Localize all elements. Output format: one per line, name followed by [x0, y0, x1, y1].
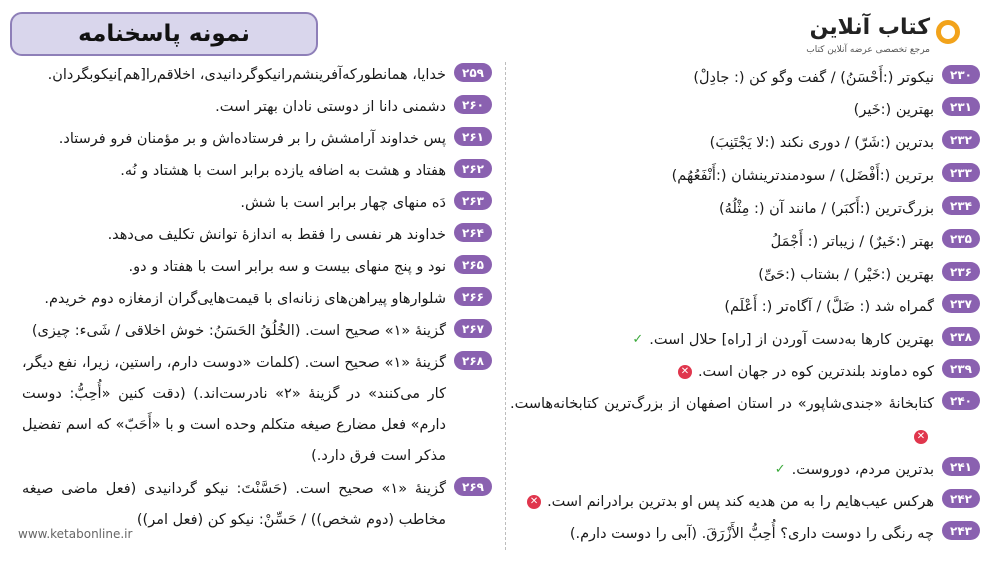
answer-item [510, 94, 980, 126]
check-icon: ✓ [774, 462, 786, 477]
answer-item [510, 160, 980, 192]
answer-item [22, 348, 492, 472]
answer-number: ۲۳۹ [942, 359, 980, 378]
answer-item [22, 252, 492, 283]
answer-number: ۲۴۲ [942, 489, 980, 508]
answer-item [22, 316, 492, 347]
answer-number: ۲۳۴ [942, 196, 980, 215]
answer-item [510, 259, 980, 291]
answer-number: ۲۵۹ [454, 63, 492, 82]
answer-text: گمراه شد (: ضَلَّ) / آگاه‌تر (: أَعْلَم) [724, 299, 934, 315]
answer-text: بدترین (:شَرّ) / دوری نکند (:لا یَجْتَنِبَ) [709, 135, 934, 151]
answer-item [510, 454, 980, 486]
check-icon: ✓ [632, 332, 644, 347]
answer-item [510, 291, 980, 323]
answer-text: گزینهٔ «۱» صحیح است. (کلمات «دوست دارم، راستین، زیرا، نفع دیگر، کار می‌کنند» در گزینهٔ «۲» نادرست‌اند.) (دقت کنین «أُحِبُّ: دوست دارم» فعل مضارع صیغه متکلم وحده است و با «أَحَبّ» که اسم تفضیل مذکر است فرق دارد.) [22, 355, 447, 464]
answer-text: هرکس عیب‌هایم را به من هدیه کند پس او بدترین برادرانم است. [547, 494, 934, 510]
answer-text: نیکوتر (:أَحْسَنُ) / گفت وگو کن (: جادِلْ) [693, 70, 934, 86]
answer-item [510, 388, 980, 454]
answer-item [22, 60, 492, 91]
answer-item [22, 124, 492, 155]
answer-number: ۲۳۵ [942, 229, 980, 248]
answer-item [510, 518, 980, 550]
answer-sheet-banner [10, 12, 318, 56]
answer-number: ۲۶۸ [454, 351, 492, 370]
answer-text: دَه منهای چهار برابر است با شش. [240, 195, 446, 211]
answer-number: ۲۳۳ [942, 163, 980, 182]
answer-text: کتابخانهٔ «جندی‌شاپور» در استان اصفهان از بزرگ‌ترین کتابخانه‌هاست. [510, 396, 934, 412]
answer-text: گزینهٔ «۱» صحیح است. (حَسَّنْتَ: نیکو گردانیدی (فعل ماضی صیغه مخاطب (دوم شخص)) / حَسِّنْ: نیکو کن (فعل امر)) [22, 481, 446, 528]
answer-number: ۲۶۹ [454, 477, 492, 496]
answer-text: هفتاد و هشت به اضافه یازده برابر است با هشتاد و نُه. [120, 163, 446, 179]
answer-item [22, 220, 492, 251]
answer-item [510, 193, 980, 225]
answer-text: دشمنی دانا از دوستی نادان بهتر است. [215, 99, 446, 115]
answer-text: گزینهٔ «۱» صحیح است. (الخُلُقُ الحَسَنُ: خوش اخلاقی / شَیء: چیزی) [31, 323, 446, 339]
answer-number: ۲۶۶ [454, 287, 492, 306]
logo-mark-icon [936, 20, 960, 44]
answer-number: ۲۶۲ [454, 159, 492, 178]
answer-text: شلوارهاو پیراهن‌های زنانه‌ای‌ با قیمت‌هایی‌گران ازمغازه‌ دوم خریدم. [44, 291, 446, 307]
answer-text: بهتر (:خَیرٌ) / زیباتر (: أَجْمَلُ [770, 234, 934, 250]
logo-name: کتاب آنلاین [809, 15, 930, 40]
cross-icon: ✕ [914, 430, 928, 444]
answer-item [510, 226, 980, 258]
answer-text: پس خداوند آرامشش را بر فرستاده‌اش و بر مؤمنان فرو فرستاد. [58, 131, 446, 147]
cross-icon: ✕ [527, 495, 541, 509]
answer-number: ۲۳۱ [942, 97, 980, 116]
answer-number: ۲۳۷ [942, 294, 980, 313]
answer-item [510, 486, 980, 518]
website-url: www.ketabonline.ir [18, 527, 133, 541]
answer-number: ۲۶۴ [454, 223, 492, 242]
answer-text: بدترین مردم، دوروست. [791, 462, 934, 478]
answer-text: چه رنگی را دوست داری؟ أُحِبُّ الأَزْرَقَ. (آبی را دوست دارم.) [569, 526, 934, 542]
answer-text: نود و پنج منهای بیست و سه برابر است با هفتاد و دو. [128, 259, 446, 275]
cross-icon: ✕ [678, 365, 692, 379]
answer-text: کوه دماوند بلندترین کوه در جهان است. [697, 364, 934, 380]
answer-item [22, 188, 492, 219]
column-divider [505, 62, 506, 550]
answer-number: ۲۳۲ [942, 130, 980, 149]
answer-number: ۲۳۰ [942, 65, 980, 84]
answer-item [510, 62, 980, 94]
answer-text: بهترین (:خَیر) [853, 102, 934, 118]
answer-number: ۲۴۱ [942, 457, 980, 476]
answer-item [510, 127, 980, 159]
answer-text: بهترین کارها به‌دست آوردن از [راه] حلال است. [649, 332, 934, 348]
answer-number: ۲۶۵ [454, 255, 492, 274]
banner-title: نمونه پاسخنامه [78, 21, 250, 47]
answer-number: ۲۳۸ [942, 327, 980, 346]
answer-number: ۲۴۳ [942, 521, 980, 540]
answer-text: بزرگ‌ترین (:أَکبَر) / مانند آن (: مِثْلُهُ) [719, 201, 934, 217]
answer-number: ۲۳۶ [942, 262, 980, 281]
answer-number: ۲۶۳ [454, 191, 492, 210]
answer-number: ۲۴۰ [942, 391, 980, 410]
answer-item [22, 156, 492, 187]
answer-text: خداوند هر نفسی را فقط به اندازهٔ توانش تکلیف می‌دهد. [107, 227, 446, 243]
publisher-logo [780, 14, 960, 60]
answer-item [510, 356, 980, 388]
answer-number: ۲۶۰ [454, 95, 492, 114]
answer-number: ۲۶۷ [454, 319, 492, 338]
answer-item [22, 284, 492, 315]
answer-item [22, 92, 492, 123]
answer-text: خدایا، همانطورکه‌آفرینشم‌رانیکوگردانیدی، اخلاقم‌را[هم]نیکوبگردان. [47, 67, 446, 83]
answer-text: بهترین (:خَیْر) / بشتاب (:حَیِّ) [758, 267, 934, 283]
answer-text: برترین (:أَفْضَل) / سودمندترینشان (:أَنْفَعُهُم) [671, 168, 934, 184]
logo-tagline: مرجع تخصصی عرضه آنلاین کتاب [806, 45, 930, 55]
answer-number: ۲۶۱ [454, 127, 492, 146]
answer-item [510, 324, 980, 356]
